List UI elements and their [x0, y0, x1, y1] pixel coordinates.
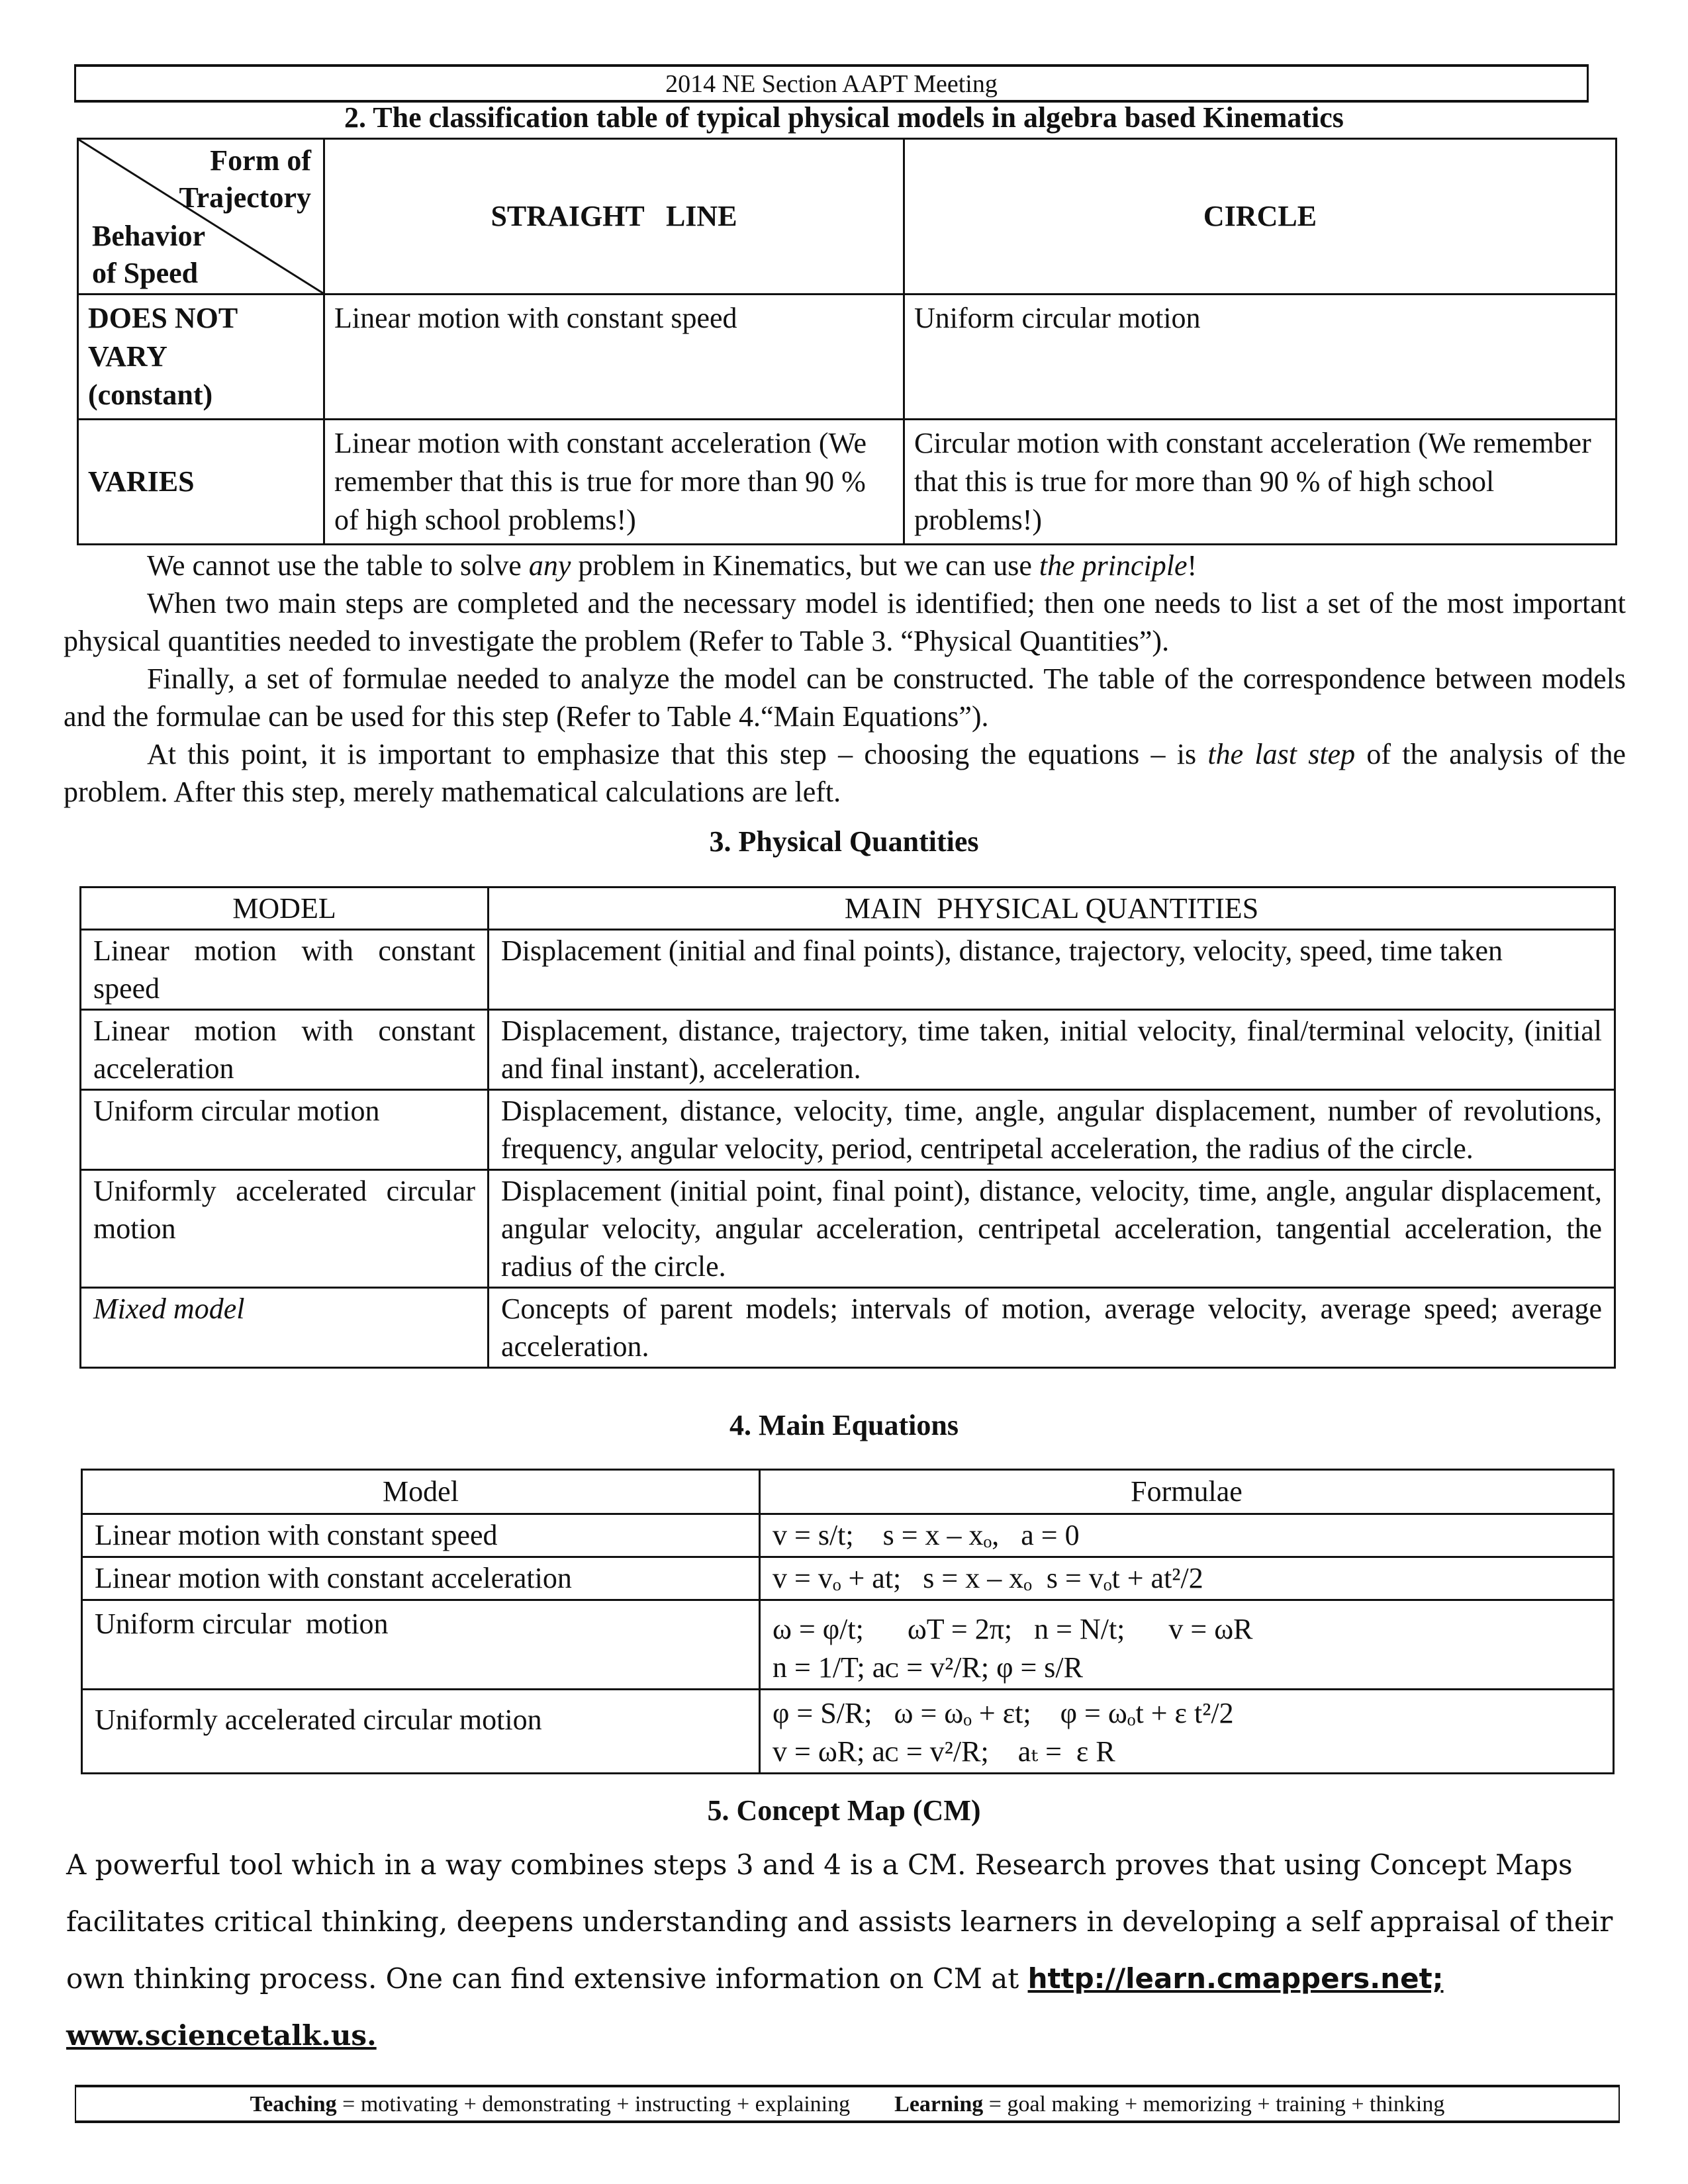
corner-bottom-label — [92, 218, 205, 292]
body-paragraph — [64, 660, 1626, 735]
column-header-model: MODEL — [81, 887, 489, 930]
formulae-cell — [760, 1600, 1614, 1690]
row-header-line: (constant) — [88, 379, 213, 411]
section-2-heading: 2. The classification table of typical physical models in algebra based Kinematics — [344, 101, 1344, 134]
quantities-cell: Displacement (initial and final points), distance, trajectory, velocity, speed, time taken — [489, 930, 1615, 1010]
paragraph-text: We cannot use the table to solve — [147, 549, 529, 582]
table-row — [81, 1010, 1615, 1090]
body-text — [64, 547, 1626, 811]
formula-line: v = ωR; aᴄ = v²/R; aₜ = ε R — [773, 1735, 1115, 1768]
model-cell: Linear motion with constant acceleration — [82, 1557, 760, 1600]
column-header-model: Model — [82, 1470, 760, 1514]
table-row — [78, 420, 1617, 545]
cell-circle-varies: Circular motion with constant acceleration (We remember that this is true for more than 90 % of high school problems!) — [904, 420, 1617, 545]
cell-circle-constant: Uniform circular motion — [904, 295, 1617, 420]
table-header-row — [82, 1470, 1614, 1514]
cell-straight-varies: Linear motion with constant acceleration (We remember that this is true for more than 90 % of high school problems!) — [324, 420, 904, 545]
physical-quantities-table — [79, 886, 1616, 1369]
table-row — [81, 930, 1615, 1010]
cmappers-link[interactable]: http://learn.cmappers.net; — [1027, 1962, 1444, 1995]
paragraph-text: problem in Kinematics, but we can use — [571, 549, 1039, 582]
quantities-cell: Displacement (initial point, final point), distance, velocity, time, angle, angular displacement, angular velocity, angular acceleration, centripetal acceleration, tangential acceleration, the radius of the circle. — [489, 1170, 1615, 1288]
table-row — [82, 1514, 1614, 1557]
paragraph-text: of the analysis of the problem. After this step, merely mathematical calculations are left. — [64, 738, 1626, 808]
table-header-row — [78, 139, 1617, 295]
table-row — [82, 1690, 1614, 1774]
model-cell: Linear motion with constant speed — [81, 930, 489, 1010]
teaching-label: Teaching — [250, 2092, 337, 2116]
formulae-cell — [760, 1557, 1614, 1600]
paragraph-text: When two main steps are completed and the necessary model is identified; then one needs to list a set of the most important physical quantities needed to investigate the problem (Refer to Table 3. “Physical Quantities”). — [64, 587, 1626, 657]
formula-line: v = s/t; s = x – xₒ, a = 0 — [773, 1519, 1080, 1551]
paragraph-text: ! — [1187, 549, 1197, 582]
concept-map-text: A powerful tool which in a way combines steps 3 and 4 is a CM. Research proves that using Concept Maps facilitates critical thinking, deepens understanding and assists learners in developing a self appraisal of their own thinking process. One can find extensive information on CM at — [66, 1848, 1613, 1995]
body-paragraph — [64, 584, 1626, 660]
meeting-header — [74, 64, 1589, 103]
model-cell: Mixed model — [81, 1288, 489, 1368]
footer-box — [75, 2085, 1620, 2123]
column-header-circle: CIRCLE — [904, 139, 1617, 295]
column-header-quantities: MAIN PHYSICAL QUANTITIES — [489, 887, 1615, 930]
formula-line: ω = φ/t; ωT = 2π; n = N/t; v = ωR — [773, 1613, 1253, 1645]
paragraph-text: At this point, it is important to emphasize that this step – choosing the equations – is — [147, 738, 1208, 770]
table-row — [78, 295, 1617, 420]
model-cell: Uniformly accelerated circular motion — [82, 1690, 760, 1774]
model-cell: Uniform circular motion — [81, 1090, 489, 1170]
teaching-definition: = motivating + demonstrating + instructing + explaining — [336, 2092, 851, 2116]
formula-line: n = 1/T; aᴄ = v²/R; φ = s/R — [773, 1651, 1083, 1684]
quantities-cell: Displacement, distance, velocity, time, angle, angular displacement, number of revolutions, frequency, angular velocity, period, centripetal acceleration, the radius of the circle. — [489, 1090, 1615, 1170]
formula-line: φ = S/R; ω = ωₒ + εt; φ = ωₒt + ε t²/2 — [773, 1697, 1234, 1729]
learning-label: Learning — [894, 2092, 984, 2116]
row-header-does-not-vary — [78, 295, 324, 420]
formulae-cell — [760, 1690, 1614, 1774]
formulae-cell — [760, 1514, 1614, 1557]
emphasis-text: the last step — [1207, 738, 1356, 770]
main-equations-table — [81, 1469, 1615, 1774]
section-5-heading: 5. Concept Map (CM) — [707, 1794, 981, 1827]
quantities-cell: Concepts of parent models; intervals of motion, average velocity, average speed; average acceleration. — [489, 1288, 1615, 1368]
corner-header-cell — [78, 139, 324, 295]
body-paragraph — [64, 547, 1626, 584]
learning-definition: = goal making + memorizing + training + thinking — [983, 2092, 1445, 2116]
column-header-straight-line: STRAIGHT LINE — [324, 139, 904, 295]
table-header-row — [81, 887, 1615, 930]
classification-table — [77, 138, 1617, 545]
table-row — [81, 1090, 1615, 1170]
concept-map-paragraph — [66, 1837, 1642, 2064]
model-cell: Uniform circular motion — [82, 1600, 760, 1690]
emphasis-text: the principle — [1039, 549, 1188, 582]
section-4-heading: 4. Main Equations — [729, 1409, 959, 1441]
row-header-varies: VARIES — [78, 420, 324, 545]
table-row — [82, 1557, 1614, 1600]
formula-line: v = vₒ + at; s = x – xₒ s = vₒt + at²/2 — [773, 1562, 1203, 1594]
column-header-formulae: Formulae — [760, 1470, 1614, 1514]
meeting-title: 2014 NE Section AAPT Meeting — [665, 70, 998, 98]
row-header-line: VARY — [88, 340, 167, 373]
corner-top-label — [179, 142, 311, 216]
model-cell: Linear motion with constant speed — [82, 1514, 760, 1557]
quantities-cell: Displacement, distance, trajectory, time taken, initial velocity, final/terminal velocity, (initial and final instant), acceleration. — [489, 1010, 1615, 1090]
paragraph-text: Finally, a set of formulae needed to analyze the model can be constructed. The table of the correspondence between models and the formulae can be used for this step (Refer to Table 4.“Main Equations”). — [64, 662, 1626, 733]
sciencetalk-link[interactable]: www.sciencetalk.us. — [66, 2019, 377, 2052]
row-header-line: DOES NOT — [88, 302, 238, 334]
corner-bottom-line: of Speed — [92, 257, 199, 289]
model-cell: Linear motion with constant acceleration — [81, 1010, 489, 1090]
table-row — [81, 1288, 1615, 1368]
corner-top-line: Trajectory — [179, 181, 311, 214]
table-row — [81, 1170, 1615, 1288]
cell-straight-constant: Linear motion with constant speed — [324, 295, 904, 420]
corner-top-line: Form of — [210, 144, 311, 177]
section-3-heading: 3. Physical Quantities — [709, 825, 979, 858]
emphasis-text: any — [528, 549, 571, 582]
model-cell: Uniformly accelerated circular motion — [81, 1170, 489, 1288]
body-paragraph — [64, 735, 1626, 811]
corner-bottom-line: Behavior — [92, 220, 206, 252]
table-row — [82, 1600, 1614, 1690]
